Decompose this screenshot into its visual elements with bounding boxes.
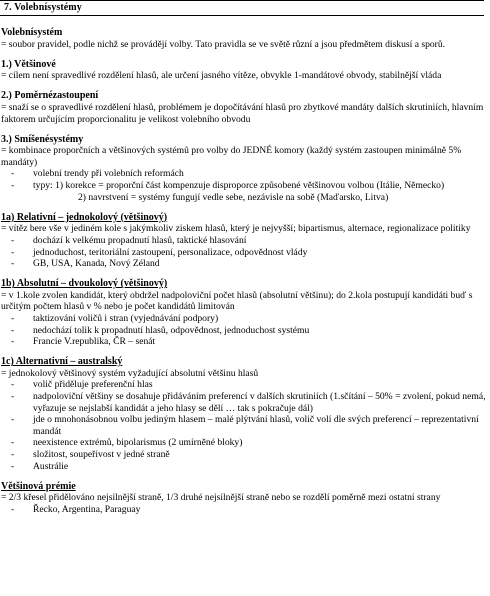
section-text: = jednokolový většinový systém vyžadující absolutní většinu hlasů: [1, 367, 259, 379]
section-alternativni: [1, 356, 489, 472]
chapter-title: 7. Volebnísystémy: [4, 2, 82, 13]
section-vetsinove: [1, 59, 489, 82]
bullet-list: [1, 379, 489, 472]
section-text: = 2/3 křesel přidělováno nejsilnější straně, 1/3 druhé nejsilnější straně nebo se rozdělí poměrně mezi ostatní strany: [1, 492, 441, 504]
list-item: - typy: 1) korekce = proporční část kompenzuje disproporce způsobené většinovou volbou (Itálie, Německo): [33, 180, 489, 192]
section-pomerne: [1, 90, 489, 125]
list-item: - nadpoloviční většiny se dosahuje přidáváním preferencí v dalších skrutiniích (1.sčítání – 50% = zvolení, pokud nemá, vyřazuje se nejslabší kandidát a jeho hlasy se dělí … tak s pokračuje dál): [33, 391, 489, 414]
list-item: - Austrálie: [33, 461, 489, 473]
list-item: - taktizování voličů i stran (vyjednávání podpory): [33, 313, 489, 325]
section-text: = cílem není spravedlivé rozdělení hlasů, ale určení jasného vítěze, obvykle 1-mandátové obvody, stabilnější vláda: [1, 70, 442, 82]
section-smisene: [1, 134, 489, 204]
section-premie: [1, 481, 489, 516]
section-intro: [1, 27, 489, 50]
list-item: - GB, USA, Kanada, Nový Zéland: [33, 258, 489, 270]
list-item: - jde o mnohonásobnou volbu jediným hlasem – malé plýtvání hlasů, volič volí dle svých preferencí – reprezentativní mandát: [33, 414, 489, 437]
section-text: = soubor pravidel, podle nichž se provádějí volby. Tato pravidla se ve světě různí a jsou předmětem diskusí a sporů.: [1, 38, 446, 50]
section-heading: Volebnísystém: [1, 27, 63, 38]
section-absolutni: [1, 278, 489, 348]
list-item: - nedochází tolik k propadnutí hlasů, odpovědnost, jednoduchost systému: [33, 325, 489, 337]
section-text: = kombinace proporčních a většinových systémů pro volby do JEDNÉ komory (každý systém zastoupen minimálně 5% mandáty): [1, 145, 462, 168]
section-text: = snaží se o spravedlivé rozdělení hlasů, problémem je dopočítávání hlasů pro zbytkové mandáty dalších skrutiniích, hlavním faktorem určujícím proporcionalitu je velikost volebního obvodu: [1, 101, 484, 125]
list-item: - jednoduchost, teritoriální zastoupení, personalizace, odpovědnost vlády: [33, 247, 489, 259]
section-heading: 1c) Alternativní – australský: [1, 356, 123, 368]
bullet-list: [1, 235, 489, 270]
section-text: = vítěz bere vše v jediném kole s jakýmkoliv ziskem hlasů, který je nejvyšší; bipartismus, alternace, regionalizace politiky: [1, 223, 471, 235]
list-item: - Francie V.republika, ČR – senát: [33, 336, 489, 348]
section-heading: 1.) Většinové: [1, 58, 56, 70]
chapter-title-bar: [0, 0, 484, 16]
bullet-list: [1, 313, 489, 348]
section-heading: 2.) Poměrnézastoupení: [1, 90, 99, 102]
bullet-list: [1, 504, 489, 516]
list-item: - volební trendy při volebních reformách: [33, 168, 489, 180]
section-heading: Většinová prémie: [1, 480, 76, 492]
list-item: - složitost, soupeřivost v jedné straně: [33, 449, 489, 461]
list-continuation: 2) navrstvení = systémy fungují vedle sebe, nezávisle na sobě (Maďarsko, Litva): [78, 191, 389, 203]
bullet-list: [1, 168, 489, 191]
list-item: - dochází k velkému propadnutí hlasů, taktické hlasování: [33, 235, 489, 247]
document-content: [1, 27, 489, 524]
list-item: - volič přiděluje preferenční hlas: [33, 379, 489, 391]
section-heading: 1b) Absolutní – dvoukolový (většinový): [1, 278, 168, 290]
list-item: - neexistence extrémů, bipolarismus (2 umírněné bloky): [33, 437, 489, 449]
list-item: - Řecko, Argentina, Paraguay: [33, 504, 489, 516]
section-text: = v 1.kole zvolen kandidát, který obdržel nadpoloviční počet hlasů (absolutní většinu); do 2.kola postupují kandidáti buď s určitým počtem hlasů v % nebo je počet kandidátů limitován: [1, 289, 473, 313]
section-heading: 1a) Relativní – jednokolový (většinový): [1, 211, 168, 223]
section-relativni: [1, 212, 489, 270]
section-heading: 3.) Smíšenésystémy: [1, 133, 84, 145]
